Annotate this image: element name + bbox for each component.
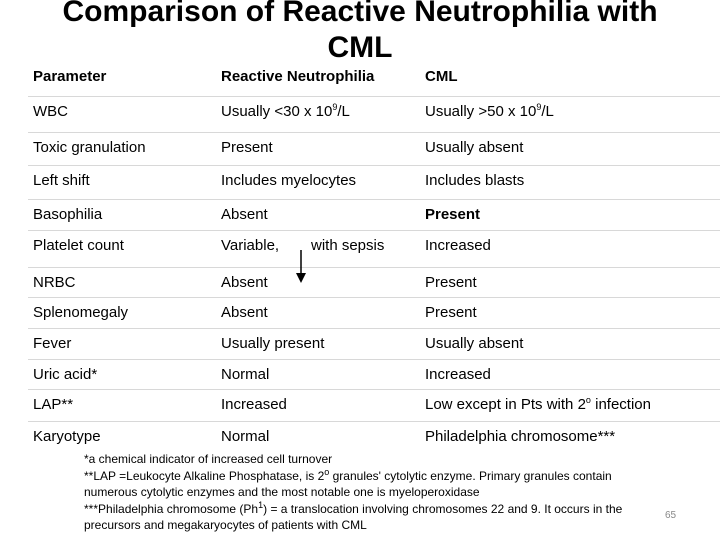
down-arrow-icon xyxy=(294,250,308,284)
cell-cml: Increased xyxy=(425,237,491,254)
table-header-row xyxy=(28,62,720,92)
footnote-philadelphia: ***Philadelphia chromosome $(Ph^1) = a$ translocation involving chromosomes 22 and 9. It occurs in the xyxy=(84,499,623,516)
cell-cml: Usually >50 x $10^9/L$ xyxy=(425,102,554,120)
cell-reactive: Present xyxy=(221,139,273,156)
cell-cml: Low except in Pts with 2$^o$ infection xyxy=(425,395,651,413)
table-row-basophilia xyxy=(28,199,720,230)
cell-reactive-variable: Variable, xyxy=(221,237,280,254)
cell-cml: Present xyxy=(425,274,477,291)
footnote-lap: **LAP =Leukocyte Alkaline Phosphatase, is 2$^o$ granules' cytolytic enzyme. Primary granules contain xyxy=(84,466,612,483)
cell-reactive: Usually <30 x $10^9/L$ xyxy=(221,102,350,120)
cell-reactive: Normal xyxy=(221,366,270,383)
table-row-platelet-count xyxy=(28,230,720,261)
cell-parameter: NRBC xyxy=(33,274,76,291)
footnote-lap-continued: numerous cytolytic enzymes and the most notable one is myeloperoxidase xyxy=(84,485,480,499)
cell-parameter: Karyotype xyxy=(33,428,101,445)
table-row-fever xyxy=(28,328,720,359)
table-row-left-shift xyxy=(28,165,720,196)
cell-reactive: Absent xyxy=(221,274,268,291)
cell-reactive: Normal xyxy=(221,428,270,445)
cell-cml: Present xyxy=(425,206,481,223)
cell-cml: Usually absent xyxy=(425,335,524,352)
table-row-splenomegaly xyxy=(28,297,720,328)
cell-parameter: WBC xyxy=(33,103,68,120)
header-cml: CML xyxy=(425,68,458,85)
cell-parameter: Left shift xyxy=(33,172,90,189)
header-parameter: Parameter xyxy=(33,68,107,85)
cell-reactive: Absent xyxy=(221,304,268,321)
footnotes xyxy=(84,451,714,534)
header-reactive-neutrophilia: Reactive Neutrophilia xyxy=(221,68,375,85)
table-row-nrbc xyxy=(28,267,720,298)
footnote-uric-acid: *a chemical indicator of increased cell turnover xyxy=(84,452,333,466)
cell-parameter: Uric acid* xyxy=(33,366,98,383)
cell-reactive: Usually present xyxy=(221,335,325,352)
cell-cml: Usually absent xyxy=(425,139,524,156)
cell-parameter: Fever xyxy=(33,335,72,352)
cell-reactive: Includes myelocytes xyxy=(221,172,357,189)
table-row-lap xyxy=(28,389,720,420)
table-row-uric-acid xyxy=(28,359,720,390)
cell-cml: Present xyxy=(425,304,477,321)
cell-parameter: Toxic granulation xyxy=(33,139,146,156)
table-row-toxic-granulation xyxy=(28,132,720,163)
slide-title-line-2: CML xyxy=(327,31,393,64)
slide-title-line-1: Comparison of Reactive Neutrophilia with xyxy=(62,0,658,28)
slide-title xyxy=(0,0,720,66)
cell-parameter: Platelet count xyxy=(33,237,124,254)
page-number: 65 xyxy=(665,510,677,521)
cell-parameter: Basophilia xyxy=(33,206,103,223)
cell-cml: Philadelphia chromosome*** xyxy=(425,428,616,445)
cell-reactive: Increased xyxy=(221,396,287,413)
cell-reactive: Absent xyxy=(221,206,268,223)
cell-parameter: Splenomegaly xyxy=(33,304,129,321)
table-row-wbc xyxy=(28,96,720,127)
cell-parameter: LAP** xyxy=(33,396,74,413)
cell-reactive-sepsis: with sepsis xyxy=(311,237,385,254)
table-row-karyotype xyxy=(28,421,720,452)
cell-cml: Increased xyxy=(425,366,491,383)
cell-cml: Includes blasts xyxy=(425,172,525,189)
footnote-philadelphia-continued: precursors and megakaryocytes of patients with CML xyxy=(84,518,367,532)
